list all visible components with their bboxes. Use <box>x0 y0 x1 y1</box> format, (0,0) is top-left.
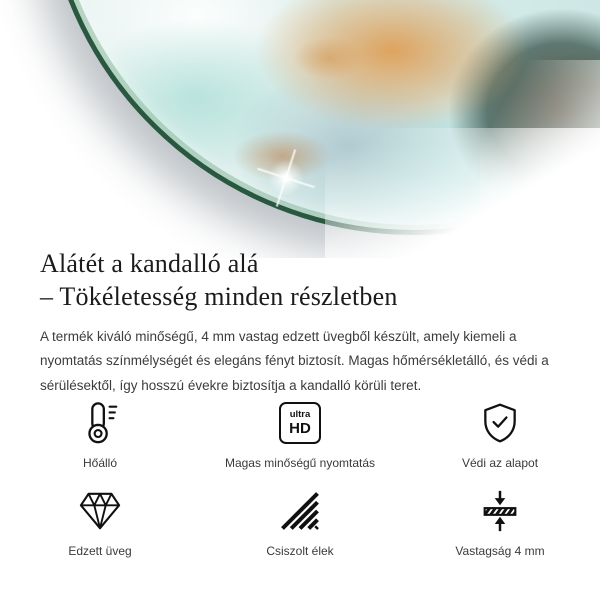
ultra-hd-badge-bottom: HD <box>289 419 311 437</box>
feature-label: Csiszolt élek <box>266 544 334 558</box>
shield-check-icon <box>478 398 522 448</box>
thermometer-icon <box>77 398 123 448</box>
feature-label: Hőálló <box>82 456 118 470</box>
product-photo <box>0 0 600 258</box>
thickness-icon <box>477 486 523 536</box>
ultra-hd-icon <box>279 398 321 448</box>
product-description: A termék kiváló minőségű, 4 mm vastag edzett üvegből készült, amely kiemeli a nyomtatás színmélységét és elegáns fényt biztosít. Magas hőmérsékletálló, és védi a sérülésektől, így hosszú évekre biztosítja a kandalló körüli teret. <box>40 328 549 393</box>
feature-thickness <box>400 486 600 558</box>
feature-tempered-glass <box>0 486 200 558</box>
feature-protects-base <box>400 398 600 470</box>
polished-edges-icon <box>279 486 321 536</box>
feature-label: Védi az alapot <box>461 456 539 470</box>
page-title <box>40 247 570 313</box>
feature-polished-edges <box>200 486 400 558</box>
feature-label: Vastagság 4 mm <box>455 544 545 558</box>
feature-label: Edzett üveg <box>68 544 132 558</box>
photo-fade-bottom-right <box>325 128 600 258</box>
feature-print-quality <box>200 398 400 470</box>
page-title-line-1: Alátét a kandalló alá <box>40 249 259 279</box>
page-title-line-2: – Tökéletesség minden részletben <box>40 282 398 312</box>
features-grid <box>0 398 600 558</box>
feature-heat-resistant <box>0 398 200 470</box>
ultra-hd-badge-top: ultra <box>289 409 311 421</box>
diamond-icon <box>77 486 123 536</box>
feature-label: Magas minőségű nyomtatás <box>224 456 376 470</box>
